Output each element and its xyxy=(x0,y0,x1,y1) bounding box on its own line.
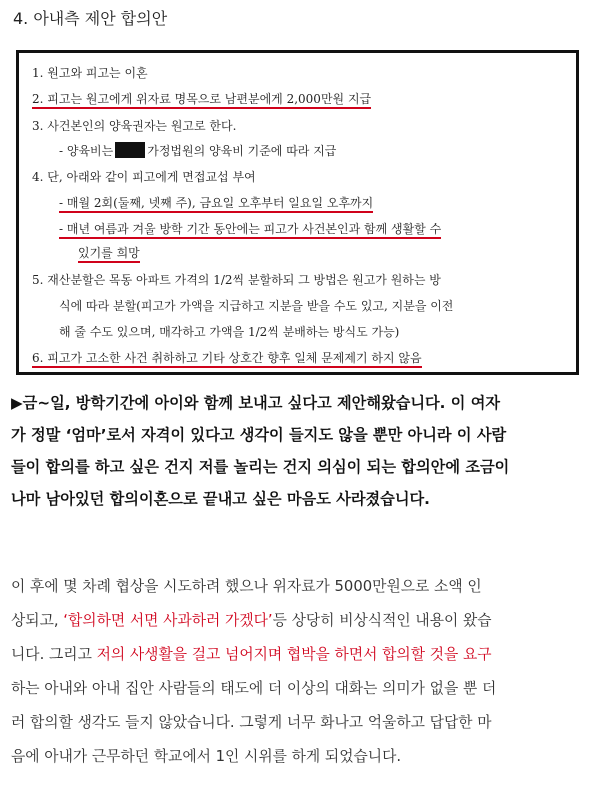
doc-line-7 xyxy=(59,220,441,237)
body-line-3 xyxy=(11,643,492,664)
doc-line-4-pre: - 양육비는 xyxy=(59,144,114,158)
body-text: 등 상당히 비상식적인 내용이 왔습 xyxy=(272,612,492,629)
doc-line-4-post: 가정법원의 양육비 기준에 따라 지급 xyxy=(147,144,337,158)
doc-line-2 xyxy=(32,90,371,107)
body-line-1: 이 후에 몇 차례 협상을 시도하려 했으나 위자료가 5000만원으로 소액 인 xyxy=(11,578,482,595)
doc-line-4 xyxy=(59,142,336,159)
body-line-6: 음에 아내가 근무하던 학교에서 1인 시위를 하게 되었습니다. xyxy=(11,748,402,765)
doc-line-8 xyxy=(78,244,140,261)
doc-line-1: 1. 원고와 피고는 이혼 xyxy=(32,66,148,80)
body-text: 니다. 그리고 xyxy=(11,646,97,663)
underlined-text: 6. 피고가 고소한 사건 취하하고 기타 상호간 향후 일체 문제제기 하지 않음 xyxy=(32,351,422,368)
redaction-block xyxy=(115,142,145,158)
body-paragraph xyxy=(11,575,596,790)
doc-line-11: 해 줄 수도 있으며, 매각하고 가액을 1/2씩 분배하는 방식도 가능) xyxy=(59,325,400,339)
highlighted-quote: ‘합의하면 서면 사과하러 가겠다’ xyxy=(63,612,273,629)
underlined-text: - 매년 여름과 겨울 방학 기간 동안에는 피고가 사건본인과 함께 생활할 수 xyxy=(59,222,441,239)
body-line-5: 러 합의할 생각도 들지 않았습니다. 그렇게 너무 화나고 억울하고 답답한 마 xyxy=(11,714,492,731)
bold-line-3: 들이 합의를 하고 싶은 건지 저를 놀리는 건지 의심이 되는 합의안에 조금이 xyxy=(11,458,510,476)
highlighted-text: 저의 사생활을 걸고 넘어지며 협박을 하면서 합의할 것을 요구 xyxy=(96,646,492,663)
section-heading: 4. 아내측 제안 합의안 xyxy=(13,9,168,28)
bold-line-1: ▶금~일, 방학기간에 아이와 함께 보내고 싶다고 제안해왔습니다. 이 여자 xyxy=(11,394,501,412)
bold-paragraph xyxy=(11,392,596,532)
doc-line-12 xyxy=(32,349,422,366)
doc-line-10: 식에 따라 분할(피고가 가액을 지급하고 지분을 받을 수도 있고, 지분을 이전 xyxy=(59,299,454,313)
underlined-text: 있기를 희망 xyxy=(78,246,140,263)
bold-line-4: 나마 남아있던 합의이혼으로 끝내고 싶은 마음도 사라졌습니다. xyxy=(11,490,430,508)
doc-line-5: 4. 단, 아래와 같이 피고에게 면접교섭 부여 xyxy=(32,170,256,184)
bold-line-2: 가 정말 ‘엄마’로서 자격이 있다고 생각이 들지도 않을 뿐만 아니라 이 사람 xyxy=(11,426,507,444)
body-line-2 xyxy=(11,609,492,630)
body-line-4: 하는 아내와 아내 집안 사람들의 태도에 더 이상의 대화는 의미가 없을 뿐 더 xyxy=(11,680,497,697)
doc-line-3: 3. 사건본인의 양육권자는 원고로 한다. xyxy=(32,119,237,133)
doc-line-6 xyxy=(59,194,373,211)
doc-line-9: 5. 재산분할은 목동 아파트 가격의 1/2씩 분할하되 그 방법은 원고가 원하는 방 xyxy=(32,273,441,287)
underlined-text: 2. 피고는 원고에게 위자료 명목으로 남편분에게 2,000만원 지급 xyxy=(32,92,371,109)
body-text: 상되고, xyxy=(11,612,64,629)
agreement-document-image xyxy=(16,50,579,375)
underlined-text: - 매월 2회(둘째, 넷째 주), 금요일 오후부터 일요일 오후까지 xyxy=(59,196,373,213)
